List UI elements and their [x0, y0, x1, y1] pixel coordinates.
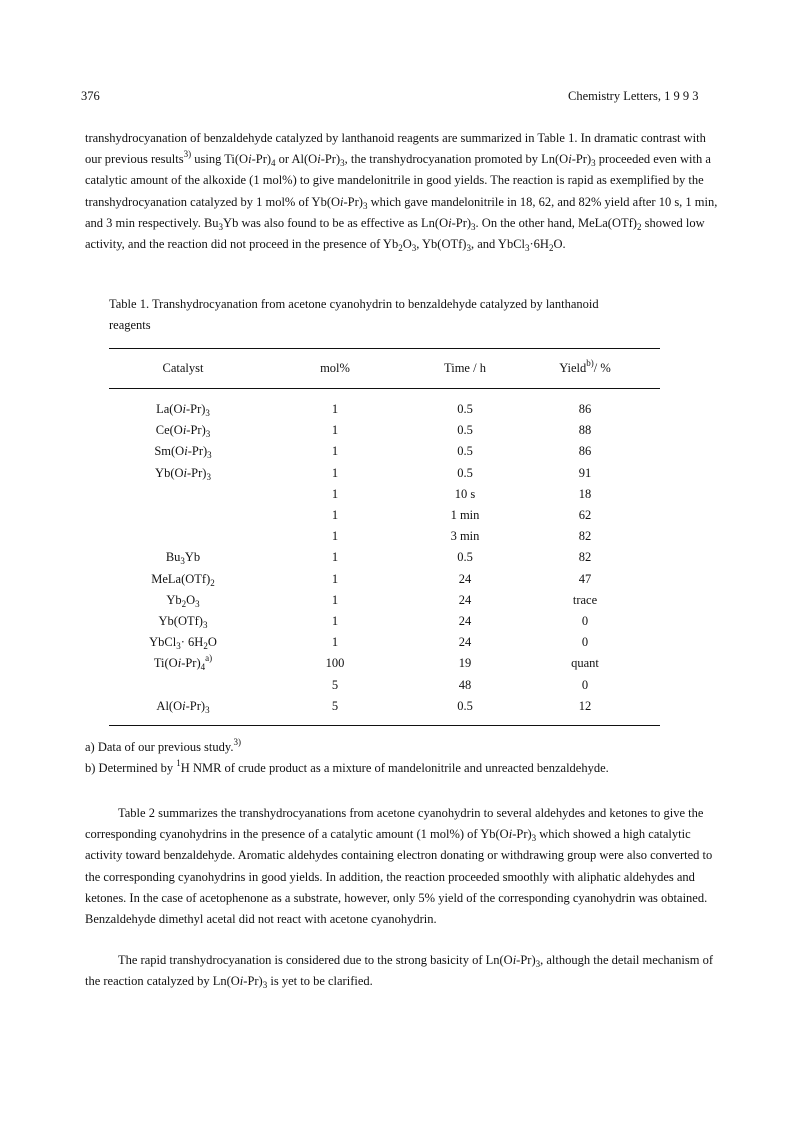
- row-mol: 1: [331, 402, 339, 416]
- row-catalyst: $La(Oi-Pr)_3$: [156, 402, 210, 418]
- paragraph-3-text: The rapid transhydrocyanation is considered due to the strong basicity of $Ln(Oi-Pr)_3$, although the detail mechanism of the reaction catalyzed by $Ln(Oi-Pr)_3$ is yet to be clarified.: [85, 953, 713, 991]
- journal-header: Chemistry Letters, 1 9 9 3: [568, 89, 699, 103]
- row-yield: 82: [578, 550, 592, 565]
- header-yield-label: Yield: [559, 361, 587, 375]
- row-catalyst: $Sm(Oi-Pr)_3$: [154, 444, 212, 461]
- row-time: 1 min: [450, 508, 480, 522]
- row-mol: 1: [331, 423, 339, 438]
- row-catalyst: $Ti(Oi-Pr)_4^{a)}$: [153, 653, 213, 673]
- paragraph-3: [85, 950, 725, 992]
- row-yield: 91: [578, 465, 592, 480]
- footnote-b-text-pre: b) Determined by: [85, 761, 177, 775]
- header-yield-suffix: / %: [593, 361, 611, 375]
- row-catalyst: YbCl$_3$· $6H_2O$: [149, 635, 217, 652]
- row-time: 0.5: [457, 402, 473, 416]
- row-yield: 88: [578, 423, 592, 438]
- row-mol: 1: [331, 465, 339, 480]
- header-yield-sup: b): [586, 358, 594, 368]
- row-catalyst: $Bu_3Yb$: [165, 550, 201, 567]
- row-time: 19: [458, 656, 472, 671]
- row-mol: 100: [325, 656, 345, 671]
- row-time: 0.5: [457, 550, 473, 565]
- row-mol: 1: [331, 614, 339, 628]
- row-yield: 0: [581, 677, 589, 692]
- row-mol: 1: [331, 571, 339, 586]
- row-time: 48: [458, 677, 472, 692]
- footnote-b-text-post: H NMR of crude product as a mixture of mandelonitrile and unreacted benzaldehyde.: [180, 761, 609, 775]
- row-yield: 86: [578, 402, 592, 416]
- row-mol: 1: [331, 444, 339, 459]
- row-mol: 1: [331, 550, 339, 565]
- row-yield: quant: [571, 656, 599, 671]
- row-yield: trace: [572, 592, 598, 607]
- row-yield: 86: [578, 444, 592, 459]
- row-mol: 1: [331, 508, 339, 522]
- row-yield: 0: [581, 635, 589, 650]
- footnote-a-text: a) Data of our previous study.: [85, 740, 234, 754]
- table-caption-line2: reagents: [109, 318, 151, 332]
- row-time: 0.5: [457, 423, 473, 438]
- row-time: 24: [458, 614, 472, 628]
- footnote-a-ref: 3): [233, 737, 241, 747]
- row-mol: 1: [331, 592, 339, 607]
- row-time: 10 s: [454, 486, 476, 501]
- header-mol: mol%: [320, 361, 350, 375]
- footnote-b-sup: 1: [176, 758, 181, 768]
- table-caption: [109, 294, 699, 336]
- row-mol: 1: [331, 486, 339, 501]
- row-time: 0.5: [457, 465, 473, 480]
- table-bottom-rule: [109, 725, 660, 726]
- row-time: 0.5: [457, 444, 473, 459]
- row-mol: 5: [331, 698, 339, 713]
- row-yield: 12: [578, 698, 592, 713]
- row-yield: 82: [578, 529, 592, 544]
- table-caption-line1: Table 1. Transhydrocyanation from acetone cyanohydrin to benzaldehyde catalyzed by lanthanoid: [109, 297, 599, 311]
- row-catalyst: $Yb(OTf)_3$: [158, 614, 208, 630]
- row-catalyst: $MeLa(OTf)_2$: [151, 571, 215, 588]
- header-time: Time / h: [444, 361, 486, 375]
- header-catalyst: Catalyst: [162, 361, 204, 375]
- row-catalyst: $Yb_2O_3$: [166, 592, 200, 609]
- footnote-b: [85, 758, 609, 776]
- table-top-rule: [109, 348, 660, 349]
- row-time: 3 min: [450, 529, 480, 544]
- row-yield: 0: [581, 614, 589, 628]
- paragraph-2: [85, 803, 725, 930]
- paragraph-2-text: Table 2 summarizes the transhydrocyanations from acetone cyanohydrin to several aldehydes and ketones to give the corresponding cyanohydrins in the presence of a catalytic amount (1 mol%) of $Yb(Oi-Pr)_3$ which showed a high catalytic activity toward benzaldehyde. Aromatic aldehydes containing electron donating or withdrawing group were also converted to the corresponding cyanohydrins in good yields. In addition, the reaction proceeded smoothly with aliphatic aldehydes and ketones. In the case of acetophenone as a substrate, however, only 5% yield of the corresponding cyanohydrin was obtained. Benzaldehyde dimethyl acetal did not react with acetone cyanohydrin.: [85, 806, 713, 927]
- header-yield: [540, 358, 630, 376]
- paragraph-1-text: transhydrocyanation of benzaldehyde catalyzed by lanthanoid reagents are summarized in Table 1. In dramatic contrast with our previous results$^{3)}$ using $Ti(Oi-Pr)_4$ or $Al(Oi-Pr)_3$, the transhydrocyanation promoted by $Ln(Oi-Pr)_3$ proceeded even with a catalytic amount of the alkoxide (1 mol%) to give mandelonitrile in good yields. The reaction is rapid as exemplified by the transhydrocyanation catalyzed by 1 mol% of $Yb(Oi-Pr)_3$ which gave mandelonitrile in 18, 62, and 82% yield after 10 s, 1 min, and 3 min respectively. $Bu_3Yb$ was also found to be as effective as $Ln(Oi-Pr)_3$. On the other hand, $MeLa(OTf)_2$ showed low activity, and the reaction did not proceed in the presence of $Yb_2O_3$, $Yb(OTf)_3$, and $YbCl_3\cdot 6H_2O$.: [85, 131, 718, 254]
- footnote-a: [85, 737, 241, 755]
- row-catalyst: $Ce(Oi-Pr)_3$: [155, 423, 211, 440]
- row-time: 24: [458, 592, 472, 607]
- row-time: 0.5: [457, 698, 473, 713]
- row-yield: 18: [578, 486, 592, 501]
- row-mol: 1: [331, 529, 339, 544]
- table-header-rule: [109, 388, 660, 389]
- row-yield: 62: [578, 508, 592, 522]
- row-time: 24: [458, 571, 472, 586]
- row-yield: 47: [578, 571, 592, 586]
- row-catalyst: $Al(Oi-Pr)_3$: [156, 698, 210, 715]
- row-mol: 1: [331, 635, 339, 650]
- page-number: 376: [81, 89, 100, 103]
- row-catalyst: $Yb(Oi-Pr)_3$: [155, 465, 211, 482]
- row-time: 24: [458, 635, 472, 650]
- row-mol: 5: [331, 677, 339, 692]
- paragraph-1: [85, 128, 725, 255]
